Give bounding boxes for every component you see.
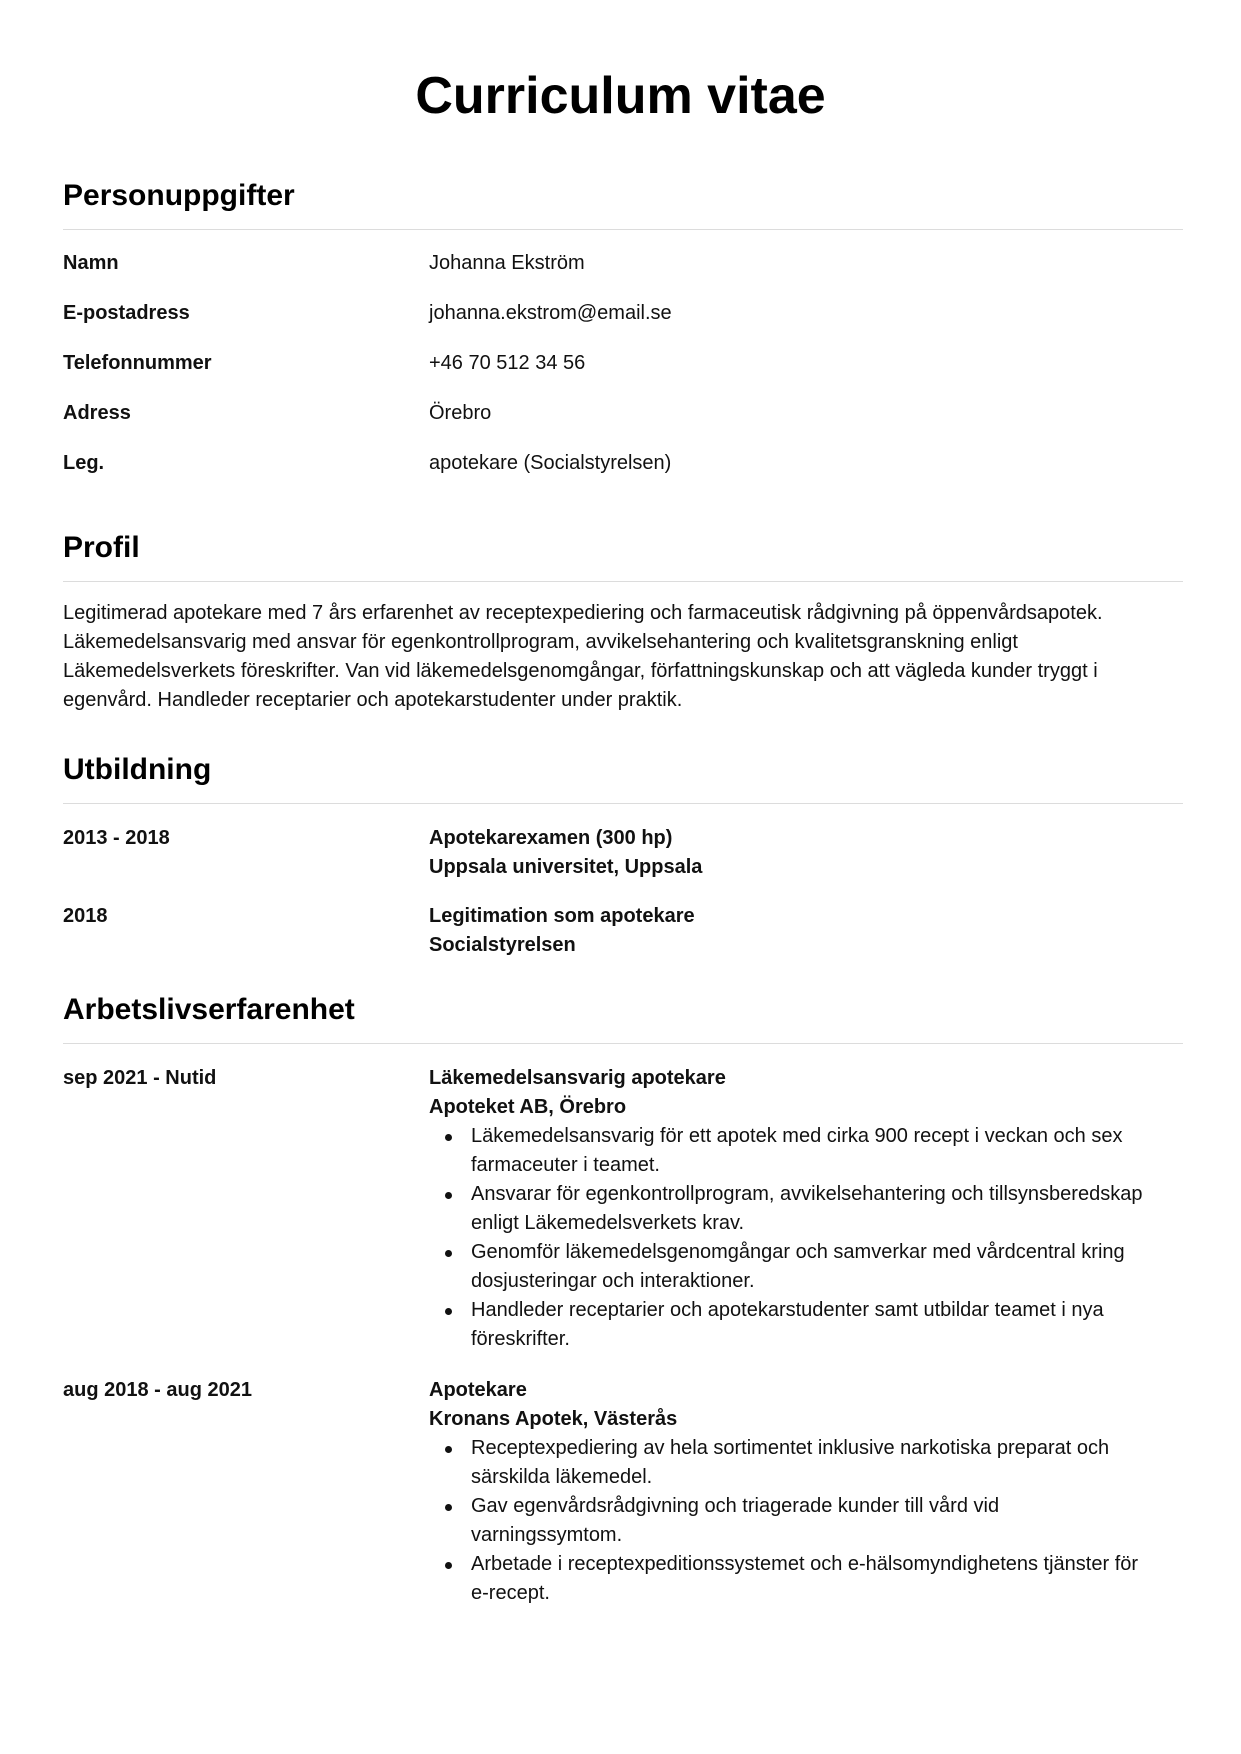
field-label: Telefonnummer (63, 352, 212, 374)
bullet-line: Arbetade i receptexpeditionssystemet och e-hälsomyndighetens tjänster för (471, 1553, 1139, 1575)
entry-org: Uppsala universitet, Uppsala (429, 856, 703, 878)
bullet-item (429, 1122, 1183, 1180)
field-value: apotekare (Socialstyrelsen) (429, 452, 672, 474)
bullet-line: föreskrifter. (471, 1328, 570, 1350)
entry-body (429, 824, 1183, 882)
bullet-line: Genomför läkemedelsgenomgångar och samverkar med vårdcentral kring (471, 1241, 1125, 1263)
bullet-item (429, 1434, 1183, 1492)
entry-org: Kronans Apotek, Västerås (429, 1408, 678, 1430)
field-row-email (63, 300, 1183, 350)
bullet-line: farmaceuter i teamet. (471, 1154, 660, 1176)
section-profile (63, 528, 1183, 715)
section-divider (63, 803, 1183, 804)
entry-title: Apotekarexamen (300 hp) (429, 827, 673, 849)
bullet-item (429, 1550, 1183, 1608)
bullet-line: Ansvarar för egenkontrollprogram, avvikelsehantering och tillsynsberedskap (471, 1183, 1143, 1205)
bullet-item (429, 1180, 1183, 1238)
profile-line: Läkemedelsansvarig med ansvar för egenkontrollprogram, avvikelsehantering och kvalitetsgranskning enligt (63, 631, 1018, 653)
entry-date: 2013 - 2018 (63, 827, 170, 849)
field-label: Leg. (63, 452, 105, 474)
profile-line: Läkemedelsverkets föreskrifter. Van vid läkemedelsgenomgångar, författningskunskap och att vägleda kunder tryggt i (63, 660, 1098, 682)
profile-text (63, 599, 1183, 715)
document-title: Curriculum vitae (415, 67, 826, 125)
section-divider (63, 581, 1183, 582)
field-value: johanna.ekstrom@email.se (429, 302, 672, 324)
field-row-name (63, 250, 1183, 300)
section-heading-personal: Personuppgifter (63, 179, 295, 212)
field-label: Namn (63, 252, 119, 274)
section-personal (63, 176, 1183, 500)
bullet-list (429, 1122, 1183, 1354)
field-row-address (63, 400, 1183, 450)
field-row-phone (63, 350, 1183, 400)
entry-title: Läkemedelsansvarig apotekare (429, 1067, 726, 1089)
section-heading-profile: Profil (63, 531, 140, 564)
field-label: E-postadress (63, 302, 190, 324)
field-value: Johanna Ekström (429, 252, 585, 274)
education-entry (63, 902, 1183, 960)
entry-body (429, 902, 1183, 960)
profile-line: Legitimerad apotekare med 7 års erfarenhet av receptexpediering och farmaceutisk rådgivning på öppenvårdsapotek. (63, 602, 1103, 624)
education-list (63, 824, 1183, 960)
entry-body (429, 1376, 1183, 1608)
personal-fields (63, 250, 1183, 500)
section-divider (63, 229, 1183, 230)
experience-entry (63, 1064, 1183, 1354)
section-heading-experience: Arbetslivserfarenhet (63, 993, 355, 1026)
section-education (63, 750, 1183, 960)
field-value: +46 70 512 34 56 (429, 352, 586, 374)
section-divider (63, 1043, 1183, 1044)
experience-entry (63, 1376, 1183, 1608)
entry-title: Legitimation som apotekare (429, 905, 695, 927)
bullet-line: Receptexpediering av hela sortimentet inklusive narkotiska preparat och (471, 1437, 1110, 1459)
bullet-item (429, 1492, 1183, 1550)
section-experience (63, 990, 1183, 1608)
bullet-line: enligt Läkemedelsverkets krav. (471, 1212, 745, 1234)
bullet-line: dosjusteringar och interaktioner. (471, 1270, 755, 1292)
entry-date: sep 2021 - Nutid (63, 1067, 217, 1089)
entry-org: Apoteket AB, Örebro (429, 1096, 627, 1118)
experience-list (63, 1064, 1183, 1608)
section-heading-education: Utbildning (63, 753, 212, 786)
bullet-line: särskilda läkemedel. (471, 1466, 653, 1488)
bullet-line: Handleder receptarier och apotekarstudenter samt utbildar teamet i nya (471, 1299, 1104, 1321)
entry-date: aug 2018 - aug 2021 (63, 1379, 252, 1401)
bullet-item (429, 1238, 1183, 1296)
bullet-list (429, 1434, 1183, 1608)
field-row-license (63, 450, 1183, 500)
field-value: Örebro (429, 402, 492, 424)
entry-body (429, 1064, 1183, 1354)
bullet-line: Läkemedelsansvarig för ett apotek med cirka 900 recept i veckan och sex (471, 1125, 1123, 1147)
bullet-line: varningssymtom. (471, 1524, 623, 1546)
field-label: Adress (63, 402, 131, 424)
entry-org: Socialstyrelsen (429, 934, 576, 956)
bullet-item (429, 1296, 1183, 1354)
entry-date: 2018 (63, 905, 108, 927)
entry-title: Apotekare (429, 1379, 527, 1401)
bullet-line: e-recept. (471, 1582, 550, 1604)
education-entry (63, 824, 1183, 902)
bullet-line: Gav egenvårdsrådgivning och triagerade kunder till vård vid (471, 1495, 1000, 1517)
profile-line: egenvård. Handleder receptarier och apotekarstudenter under praktik. (63, 689, 683, 711)
